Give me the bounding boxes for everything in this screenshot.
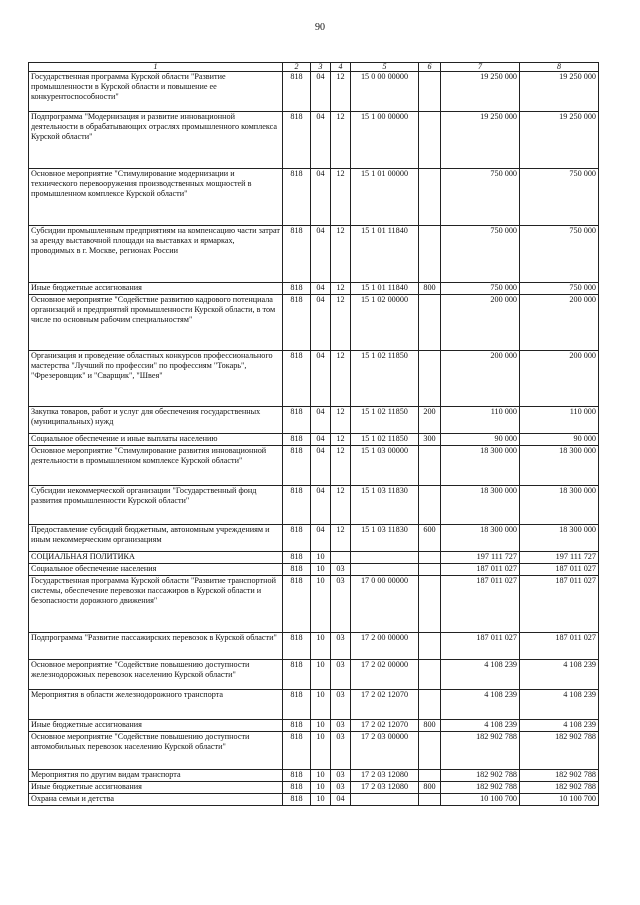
- expense-type-cell: 800: [419, 720, 441, 732]
- table-row: [29, 72, 599, 112]
- section-cell: 10: [311, 660, 331, 690]
- table-row: [29, 782, 599, 794]
- name-cell: Закупка товаров, работ и услуг для обеспечения государственных (муниципальных) нужд: [29, 407, 283, 434]
- ministry-cell: 818: [283, 720, 311, 732]
- amount-cell: 200 000: [520, 351, 599, 407]
- expense-type-cell: [419, 564, 441, 576]
- ministry-cell: 818: [283, 112, 311, 169]
- target-article-cell: [351, 564, 419, 576]
- header-cell: 3: [311, 63, 331, 72]
- expense-type-cell: [419, 633, 441, 660]
- target-article-cell: 17 2 03 00000: [351, 732, 419, 770]
- expense-type-cell: [419, 552, 441, 564]
- amount-cell: 19 250 000: [520, 112, 599, 169]
- amount-cell: 187 011 027: [520, 576, 599, 633]
- amount-cell: 18 300 000: [441, 525, 520, 552]
- table-row: [29, 407, 599, 434]
- ministry-cell: 818: [283, 434, 311, 446]
- table-row: [29, 351, 599, 407]
- section-cell: 04: [311, 434, 331, 446]
- name-cell: Основное мероприятие "Стимулирование развития инновационной деятельности в промышленном комплексе Курской области": [29, 446, 283, 486]
- expense-type-cell: [419, 660, 441, 690]
- section-cell: 04: [311, 112, 331, 169]
- table-row: [29, 770, 599, 782]
- amount-cell: 182 902 788: [441, 770, 520, 782]
- name-cell: Иные бюджетные ассигнования: [29, 782, 283, 794]
- subsection-cell: 12: [331, 525, 351, 552]
- amount-cell: 90 000: [441, 434, 520, 446]
- target-article-cell: 15 1 03 11830: [351, 525, 419, 552]
- target-article-cell: 15 1 02 11850: [351, 407, 419, 434]
- name-cell: Государственная программа Курской области "Развитие транспортной системы, обеспечение перевозки пассажиров в Курской области и безопасности дорожного движения": [29, 576, 283, 633]
- subsection-cell: 03: [331, 770, 351, 782]
- name-cell: Основное мероприятие "Содействие развитию кадрового потенциала организаций и предприятий промышленности Курской области, в том числе по основным рабочим специальностям": [29, 295, 283, 351]
- subsection-cell: 04: [331, 794, 351, 806]
- section-cell: 04: [311, 351, 331, 407]
- section-cell: 04: [311, 295, 331, 351]
- expense-type-cell: [419, 794, 441, 806]
- target-article-cell: 17 0 00 00000: [351, 576, 419, 633]
- name-cell: Субсидии некоммерческой организации "Государственный фонд развития промышленности Курской области": [29, 486, 283, 525]
- expense-type-cell: [419, 732, 441, 770]
- subsection-cell: 12: [331, 283, 351, 295]
- expense-type-cell: [419, 226, 441, 283]
- expense-type-cell: [419, 295, 441, 351]
- target-article-cell: 15 1 02 11850: [351, 434, 419, 446]
- target-article-cell: 15 1 01 00000: [351, 169, 419, 226]
- expense-type-cell: [419, 112, 441, 169]
- expense-type-cell: 800: [419, 782, 441, 794]
- subsection-cell: 12: [331, 486, 351, 525]
- header-cell: 4: [331, 63, 351, 72]
- ministry-cell: 818: [283, 782, 311, 794]
- subsection-cell: 12: [331, 446, 351, 486]
- amount-cell: 197 111 727: [441, 552, 520, 564]
- amount-cell: 18 300 000: [520, 446, 599, 486]
- ministry-cell: 818: [283, 690, 311, 720]
- section-cell: 04: [311, 169, 331, 226]
- amount-cell: 187 011 027: [441, 576, 520, 633]
- section-cell: 10: [311, 782, 331, 794]
- subsection-cell: 12: [331, 72, 351, 112]
- section-cell: 10: [311, 770, 331, 782]
- amount-cell: 200 000: [520, 295, 599, 351]
- amount-cell: 750 000: [441, 226, 520, 283]
- target-article-cell: 15 0 00 00000: [351, 72, 419, 112]
- amount-cell: 110 000: [520, 407, 599, 434]
- amount-cell: 187 011 027: [520, 564, 599, 576]
- header-cell: 5: [351, 63, 419, 72]
- header-cell: 8: [520, 63, 599, 72]
- amount-cell: 200 000: [441, 295, 520, 351]
- name-cell: Подпрограмма "Развитие пассажирских перевозок в Курской области": [29, 633, 283, 660]
- target-article-cell: [351, 552, 419, 564]
- section-cell: 10: [311, 690, 331, 720]
- expense-type-cell: [419, 690, 441, 720]
- amount-cell: 18 300 000: [520, 486, 599, 525]
- ministry-cell: 818: [283, 525, 311, 552]
- subsection-cell: 03: [331, 564, 351, 576]
- name-cell: Мероприятия в области железнодорожного транспорта: [29, 690, 283, 720]
- table-row: [29, 720, 599, 732]
- amount-cell: 197 111 727: [520, 552, 599, 564]
- ministry-cell: 818: [283, 770, 311, 782]
- ministry-cell: 818: [283, 486, 311, 525]
- ministry-cell: 818: [283, 552, 311, 564]
- target-article-cell: 15 1 03 00000: [351, 446, 419, 486]
- amount-cell: 187 011 027: [520, 633, 599, 660]
- table-row: [29, 660, 599, 690]
- table-row: [29, 564, 599, 576]
- table-row: [29, 283, 599, 295]
- amount-cell: 10 100 700: [441, 794, 520, 806]
- subsection-cell: 12: [331, 112, 351, 169]
- name-cell: Предоставление субсидий бюджетным, автономным учреждениям и иным некоммерческим организациям: [29, 525, 283, 552]
- amount-cell: 750 000: [520, 169, 599, 226]
- amount-cell: 19 250 000: [441, 72, 520, 112]
- subsection-cell: 03: [331, 690, 351, 720]
- target-article-cell: 15 1 02 00000: [351, 295, 419, 351]
- table-row: [29, 434, 599, 446]
- ministry-cell: 818: [283, 295, 311, 351]
- target-article-cell: 17 2 02 12070: [351, 720, 419, 732]
- target-article-cell: 15 1 00 00000: [351, 112, 419, 169]
- table-row: [29, 732, 599, 770]
- table-row: [29, 112, 599, 169]
- name-cell: Основное мероприятие "Содействие повышению доступности железнодорожных перевозок населению Курской области": [29, 660, 283, 690]
- target-article-cell: 17 2 03 12080: [351, 782, 419, 794]
- target-article-cell: 17 2 03 12080: [351, 770, 419, 782]
- target-article-cell: 15 1 03 11830: [351, 486, 419, 525]
- amount-cell: 750 000: [441, 169, 520, 226]
- amount-cell: 4 108 239: [520, 720, 599, 732]
- subsection-cell: 12: [331, 434, 351, 446]
- table-row: [29, 633, 599, 660]
- section-cell: 04: [311, 283, 331, 295]
- name-cell: Иные бюджетные ассигнования: [29, 720, 283, 732]
- subsection-cell: 03: [331, 576, 351, 633]
- expense-type-cell: [419, 72, 441, 112]
- name-cell: Охрана семьи и детства: [29, 794, 283, 806]
- subsection-cell: 03: [331, 732, 351, 770]
- expense-type-cell: 600: [419, 525, 441, 552]
- section-cell: 10: [311, 552, 331, 564]
- amount-cell: 750 000: [520, 283, 599, 295]
- ministry-cell: 818: [283, 169, 311, 226]
- header-cell: 2: [283, 63, 311, 72]
- amount-cell: 182 902 788: [520, 782, 599, 794]
- amount-cell: 18 300 000: [520, 525, 599, 552]
- ministry-cell: 818: [283, 576, 311, 633]
- amount-cell: 4 108 239: [441, 720, 520, 732]
- section-cell: 04: [311, 525, 331, 552]
- amount-cell: 4 108 239: [441, 660, 520, 690]
- name-cell: СОЦИАЛЬНАЯ ПОЛИТИКА: [29, 552, 283, 564]
- ministry-cell: 818: [283, 564, 311, 576]
- target-article-cell: 17 2 02 12070: [351, 690, 419, 720]
- ministry-cell: 818: [283, 446, 311, 486]
- table-row: [29, 794, 599, 806]
- amount-cell: 10 100 700: [520, 794, 599, 806]
- expense-type-cell: [419, 576, 441, 633]
- table-row: [29, 169, 599, 226]
- amount-cell: 182 902 788: [520, 770, 599, 782]
- ministry-cell: 818: [283, 283, 311, 295]
- section-cell: 04: [311, 446, 331, 486]
- table-row: [29, 486, 599, 525]
- subsection-cell: 03: [331, 633, 351, 660]
- table-row: [29, 446, 599, 486]
- name-cell: Подпрограмма "Модернизация и развитие инновационной деятельности в обрабатывающих отраслях промышленного комплекса Курской области": [29, 112, 283, 169]
- expense-type-cell: [419, 486, 441, 525]
- subsection-cell: 12: [331, 169, 351, 226]
- section-cell: 10: [311, 720, 331, 732]
- amount-cell: 18 300 000: [441, 486, 520, 525]
- ministry-cell: 818: [283, 732, 311, 770]
- name-cell: Основное мероприятие "Содействие повышению доступности автомобильных перевозок населению Курской области": [29, 732, 283, 770]
- subsection-cell: 03: [331, 720, 351, 732]
- amount-cell: 18 300 000: [441, 446, 520, 486]
- ministry-cell: 818: [283, 660, 311, 690]
- expense-type-cell: [419, 446, 441, 486]
- table-row: [29, 226, 599, 283]
- expense-type-cell: 800: [419, 283, 441, 295]
- section-cell: 04: [311, 486, 331, 525]
- amount-cell: 182 902 788: [441, 782, 520, 794]
- section-cell: 04: [311, 226, 331, 283]
- header-cell: 6: [419, 63, 441, 72]
- target-article-cell: 15 1 01 11840: [351, 283, 419, 295]
- page-number: 90: [315, 22, 325, 33]
- section-cell: 10: [311, 794, 331, 806]
- table-row: [29, 552, 599, 564]
- expense-type-cell: [419, 770, 441, 782]
- amount-cell: 187 011 027: [441, 564, 520, 576]
- subsection-cell: [331, 552, 351, 564]
- table-body: [29, 72, 599, 806]
- amount-cell: 750 000: [520, 226, 599, 283]
- target-article-cell: [351, 794, 419, 806]
- table-row: [29, 576, 599, 633]
- name-cell: Мероприятия по другим видам транспорта: [29, 770, 283, 782]
- name-cell: Субсидии промышленным предприятиям на компенсацию части затрат за аренду выставочной площади на выставках и ярмарках, проводимых в г. Москве, регионах России: [29, 226, 283, 283]
- ministry-cell: 818: [283, 226, 311, 283]
- table-row: [29, 525, 599, 552]
- amount-cell: 110 000: [441, 407, 520, 434]
- expense-type-cell: 200: [419, 407, 441, 434]
- target-article-cell: 17 2 00 00000: [351, 633, 419, 660]
- table-row: [29, 295, 599, 351]
- name-cell: Организация и проведение областных конкурсов профессионального мастерства "Лучший по профессии" по профессиям "Токарь", "Фрезеровщик" и "Сварщик", "Швея": [29, 351, 283, 407]
- header-row: [29, 63, 599, 72]
- name-cell: Социальное обеспечение населения: [29, 564, 283, 576]
- amount-cell: 200 000: [441, 351, 520, 407]
- amount-cell: 4 108 239: [520, 660, 599, 690]
- amount-cell: 4 108 239: [520, 690, 599, 720]
- ministry-cell: 818: [283, 407, 311, 434]
- name-cell: Государственная программа Курской области "Развитие промышленности в Курской области и повышение ее конкурентоспособности": [29, 72, 283, 112]
- ministry-cell: 818: [283, 351, 311, 407]
- amount-cell: 90 000: [520, 434, 599, 446]
- subsection-cell: 12: [331, 295, 351, 351]
- section-cell: 10: [311, 633, 331, 660]
- section-cell: 10: [311, 576, 331, 633]
- amount-cell: 187 011 027: [441, 633, 520, 660]
- section-cell: 10: [311, 732, 331, 770]
- name-cell: Основное мероприятие "Стимулирование модернизации и технического перевооружения производственных мощностей в промышленном комплексе Курской области": [29, 169, 283, 226]
- subsection-cell: 03: [331, 660, 351, 690]
- expense-type-cell: [419, 351, 441, 407]
- target-article-cell: 15 1 01 11840: [351, 226, 419, 283]
- section-cell: 04: [311, 72, 331, 112]
- amount-cell: 4 108 239: [441, 690, 520, 720]
- section-cell: 10: [311, 564, 331, 576]
- ministry-cell: 818: [283, 633, 311, 660]
- amount-cell: 182 902 788: [520, 732, 599, 770]
- expense-type-cell: 300: [419, 434, 441, 446]
- subsection-cell: 12: [331, 226, 351, 283]
- budget-table: [28, 62, 599, 806]
- header-cell: 1: [29, 63, 283, 72]
- subsection-cell: 03: [331, 782, 351, 794]
- amount-cell: 19 250 000: [520, 72, 599, 112]
- target-article-cell: 15 1 02 11850: [351, 351, 419, 407]
- ministry-cell: 818: [283, 794, 311, 806]
- amount-cell: 19 250 000: [441, 112, 520, 169]
- amount-cell: 750 000: [441, 283, 520, 295]
- name-cell: Социальное обеспечение и иные выплаты населению: [29, 434, 283, 446]
- ministry-cell: 818: [283, 72, 311, 112]
- subsection-cell: 12: [331, 407, 351, 434]
- section-cell: 04: [311, 407, 331, 434]
- table-row: [29, 690, 599, 720]
- amount-cell: 182 902 788: [441, 732, 520, 770]
- header-cell: 7: [441, 63, 520, 72]
- name-cell: Иные бюджетные ассигнования: [29, 283, 283, 295]
- subsection-cell: 12: [331, 351, 351, 407]
- expense-type-cell: [419, 169, 441, 226]
- target-article-cell: 17 2 02 00000: [351, 660, 419, 690]
